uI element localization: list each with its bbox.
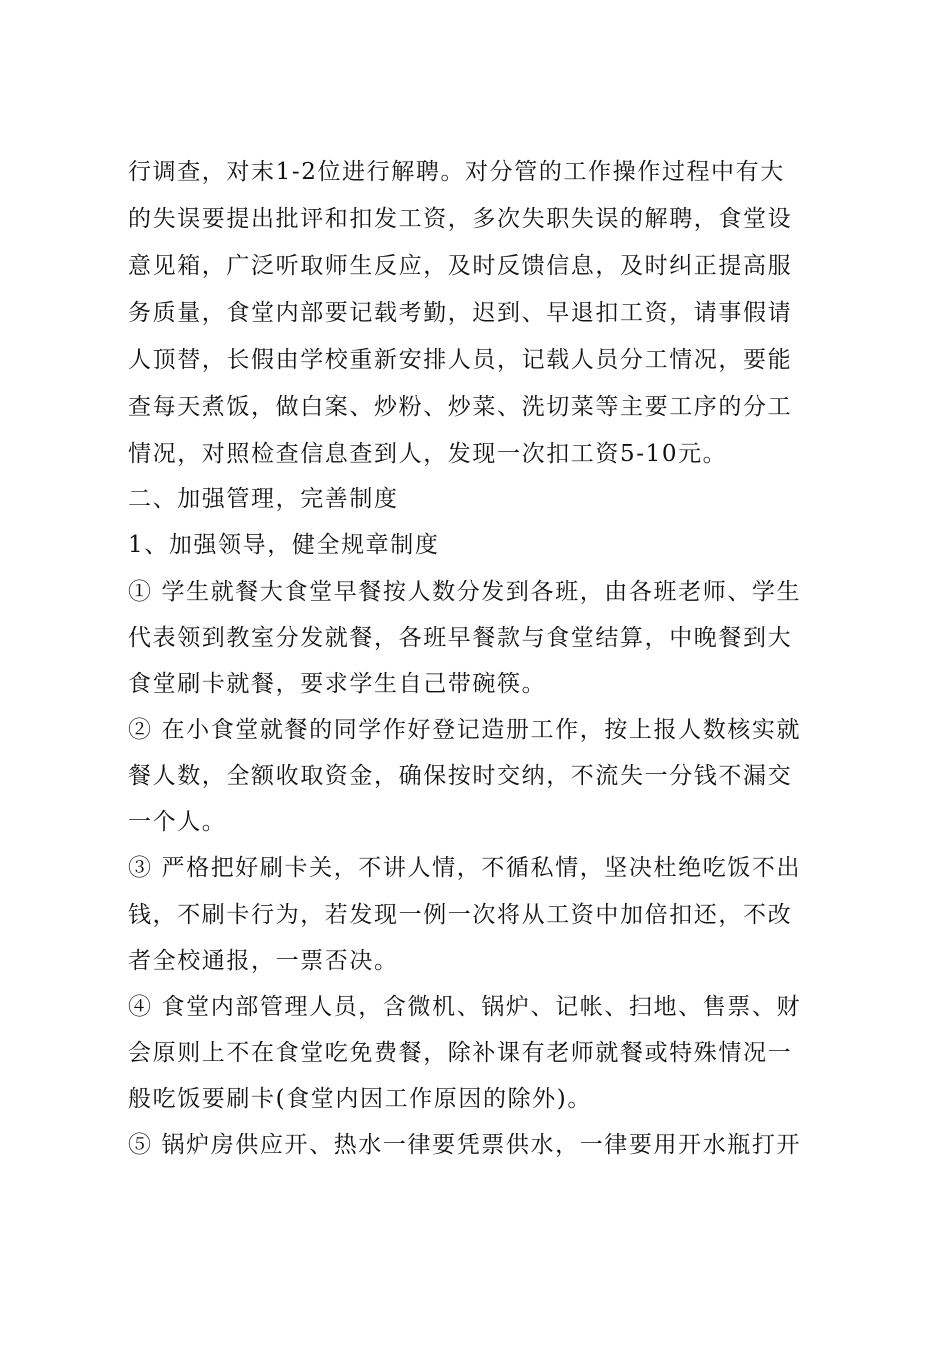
text-line: 务质量，食堂内部要记载考勤，迟到、早退扣工资，请事假请 <box>128 300 793 326</box>
text-line: ⑤ 锅炉房供应开、热水一律要凭票供水，一律要用开水瓶打开 <box>128 1132 802 1158</box>
subsection-heading: 1、加强领导，健全规章制度 <box>128 532 440 558</box>
text-line: 者全校通报，一票否决。 <box>128 948 399 974</box>
text-line: 餐人数，全额收取资金，确保按时交纳，不流失一分钱不漏交 <box>128 763 793 789</box>
text-line: 的失误要提出批评和扣发工资，多次失职失误的解聘，食堂设 <box>128 206 793 232</box>
text-line: 般吃饭要刷卡(食堂内因工作原因的除外)。 <box>128 1086 592 1112</box>
text-line: 代表领到教室分发就餐，各班早餐款与食堂结算，中晚餐到大 <box>128 625 793 651</box>
text-line: ④ 食堂内部管理人员，含微机、锅炉、记帐、扫地、售票、财 <box>128 994 802 1020</box>
text-line: ③ 严格把好刷卡关，不讲人情，不循私情，坚决杜绝吃饭不出 <box>128 855 802 881</box>
text-line: ② 在小食堂就餐的同学作好登记造册工作，按上报人数核实就 <box>128 717 802 743</box>
text-line: 钱，不刷卡行为，若发现一例一次将从工资中加倍扣还，不改 <box>128 902 793 928</box>
text-line: 一个人。 <box>128 809 227 835</box>
text-line: 意见箱，广泛听取师生反应，及时反馈信息，及时纠正提高服 <box>128 253 793 279</box>
text-line: 行调查，对末1-2位进行解聘。对分管的工作操作过程中有大 <box>128 159 785 185</box>
text-line: 食堂刷卡就餐，要求学生自己带碗筷。 <box>128 671 547 697</box>
text-line: 情况，对照检查信息查到人，发现一次扣工资5-10元。 <box>128 441 728 467</box>
text-line: ① 学生就餐大食堂早餐按人数分发到各班，由各班老师、学生 <box>128 579 802 605</box>
text-line: 会原则上不在食堂吃免费餐，除补课有老师就餐或特殊情况一 <box>128 1040 793 1066</box>
text-line: 人顶替，长假由学校重新安排人员，记载人员分工情况，要能 <box>128 347 793 373</box>
section-heading: 二、加强管理，完善制度 <box>128 486 399 512</box>
text-line: 查每天煮饭，做白案、炒粉、炒菜、洗切菜等主要工序的分工 <box>128 394 793 420</box>
